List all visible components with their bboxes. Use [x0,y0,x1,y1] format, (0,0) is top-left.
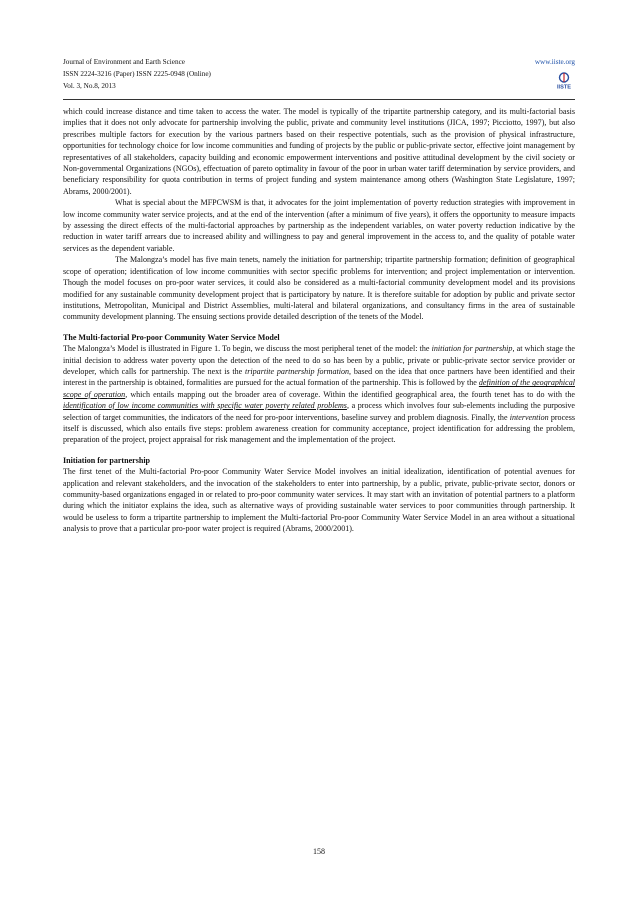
paragraph-4 [63,343,575,446]
volume-line: Vol. 3, No.8, 2013 [63,82,116,90]
header-rule [63,99,575,100]
p4-emphasis-initiation: initiation for partnership [431,344,513,354]
paragraph-5: The first tenet of the Multi-factorial Pro-poor Community Water Service Model involves an initial idealization, identification of potential avenues for application and relevant stakeholders, and the invocation of the stakeholders to enter into partnership, by a public, private, public-private sector, donors or community-based organizations engaged in or related to pro-poor community water services. It may start with an invitation of potential partners to a platform during which the initiator explains the idea, such as alternative ways of providing sustainable water services to poor communities through partnership. It would be useless to form a tripartite partnership to implement the Multi-factorial Pro-poor Community Water Service Model in an area without a situational analysis to prove that a particular pro-poor water project is required (Abrams, 2000/2001). [63,467,575,534]
p4-emphasis-formation: tripartite partnership formation [245,366,350,376]
logo-text: IISTE [557,84,571,90]
article-body [63,106,575,535]
iiste-logo [553,71,575,90]
p4-text-f: process itself is discussed, which also entails five steps: problem awareness creation for community acceptance, project identification for addressing the problem, preparation of the project, project appraisal for risk management and the implementation of the project. [63,412,575,445]
issn-line: ISSN 2224-3216 (Paper) ISSN 2225-0948 (Online) [63,70,211,78]
paragraph-1: which could increase distance and time taken to access the water. The model is typically of the tripartite partnership category, and its multi-factorial basis implies that it does not only advocate for partnership involving the public, private and community level institutions (JICA, 1997; Picciotto, 1997), but also prescribes multiple factors for execution by the various partners based on their respective potentials, such as the provision of physical infrastructure, opportunities for technology choice for low income communities and funding of projects by the public or public-private sector, effective joint management by representatives of all stakeholders, capacity building and economic empowerment interventions and positive attitudinal development by the civil society or Non-governmental Organizations (NGOs), effectuation of pareto optimality in favour of the poor in urban water tariff determination by service providers, and beneficiary responsibility for quota contribution in terms of project funding and system maintenance among others (Washington State Legislature, 1997; Abrams, 2000/2001). [63,107,575,196]
page-number: 158 [313,847,325,856]
paragraph-3: The Malongza’s model has five main tenets, namely the initiation for partnership; tripartite partnership formation; definition of geographical scope of operation; identification of low income communities with sector specific problems for intervention; and project implementation or intervention. Though the model focuses on pro-poor water services, it could also be considered as a multi-factorial community development model and its provisions modified for any sustainable community development project that is participatory by nature. It is therefore suitable for adoption by public and private sector institutions, Metropolitan, Municipal and District Assemblies, multi-lateral and bilateral organizations, and consultancy firms in the area of sustainable community development planning. The ensuing sections provide detailed description of the tenets of the Model. [63,255,575,322]
p4-emphasis-identification: identification of low income communities with specific water poverty related problems [63,401,347,411]
p4-emphasis-scope: definition of the geographical scope of operation [63,378,575,399]
p4-text-d: , which entails mapping out the broader area of coverage. Within the identified geographical area, the fourth tenet has to do with the [125,389,575,399]
page-header [63,56,575,92]
journal-name: Journal of Environment and Earth Science [63,58,185,66]
p4-text-a: The Malongza’s Model is illustrated in Figure 1. To begin, we discuss the most peripheral tenet of the model: the [63,344,432,354]
p4-text-e: , a process which involves four sub-elements including the purposive selection of target communities, the indicators of the need for pro-poor interventions, baseline survey and problem diagnosis. Finally, the [63,401,575,422]
section-heading-initiation: Initiation for partnership [63,455,151,465]
journal-url-link[interactable]: www.iiste.org [534,58,575,66]
p4-text-c: , based on the idea that once partners have been identified and their interest in the partnership is obtained, formalities are pursued for the actual formation of the partnership. This is followed by the [63,366,575,388]
p4-emphasis-intervention: intervention [509,412,549,422]
section-heading-model: The Multi-factorial Pro-poor Community Water Service Model [63,332,280,342]
p4-text-b: , at which stage the initial decision to address water poverty upon the detection of the need to do so has been by a public, private or public-private sector service provider or developer, which calls for partnership. The next is the [63,344,575,376]
paragraph-2: What is special about the MFPCWSM is that, it advocates for the joint implementation of poverty reduction strategies with improvement in low income community water service projects, and at the end of the intervention (after a minimum of five years), it offers the opportunity to measure impacts by assessing the direct effects of the multi-factorial approaches by partnership as the independent variables, on water poverty reduction indicative by the reduction in water tariff arrears due to increased ability and willingness to pay and general improvement in the access to, and the quality of potable water services as the dependent variable. [63,198,575,253]
